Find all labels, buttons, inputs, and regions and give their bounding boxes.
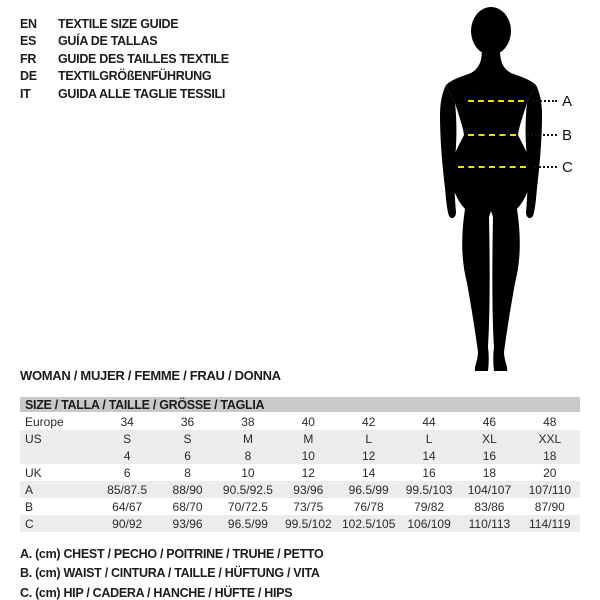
size-cell: 107/110 bbox=[520, 481, 580, 498]
size-cell: 64/67 bbox=[112, 499, 143, 514]
size-cell: 85/87.5 bbox=[97, 481, 157, 498]
language-list bbox=[20, 15, 229, 103]
size-cell: 40 bbox=[301, 414, 315, 429]
chest-leader-line bbox=[533, 100, 557, 102]
hip-measure-line bbox=[458, 166, 526, 168]
marker-label-c: C bbox=[562, 159, 573, 176]
language-code: ES bbox=[20, 34, 37, 49]
table-row-chest-a bbox=[20, 481, 580, 498]
hip-leader-line bbox=[534, 166, 557, 168]
language-row-es bbox=[20, 33, 229, 51]
size-cell: 83/86 bbox=[474, 499, 505, 514]
row-label: Europe bbox=[25, 414, 64, 429]
size-cell: 16 bbox=[459, 447, 519, 464]
size-cell: 90/92 bbox=[97, 515, 157, 532]
size-cell: 73/75 bbox=[293, 499, 324, 514]
size-cell: 14 bbox=[362, 465, 376, 480]
size-cell: 90.5/92.5 bbox=[218, 481, 278, 498]
language-code: DE bbox=[20, 69, 37, 84]
size-cell: S bbox=[97, 430, 157, 447]
language-label: GUÍA DE TALLAS bbox=[58, 34, 158, 49]
size-cell: 44 bbox=[422, 414, 436, 429]
table-row-us-numbers bbox=[20, 447, 580, 464]
table-row-uk bbox=[20, 464, 580, 481]
size-cell: 93/96 bbox=[278, 481, 338, 498]
table-row-waist-b bbox=[20, 498, 580, 515]
row-label: C bbox=[20, 515, 97, 532]
size-cell: 38 bbox=[241, 414, 255, 429]
size-cell: 87/90 bbox=[534, 499, 565, 514]
size-cell: 4 bbox=[97, 447, 157, 464]
language-label: TEXTILE SIZE GUIDE bbox=[58, 16, 179, 31]
language-row-de bbox=[20, 68, 229, 86]
size-cell: 18 bbox=[482, 465, 497, 480]
waist-leader-line bbox=[527, 134, 557, 136]
size-cell: 102.5/105 bbox=[339, 515, 399, 532]
size-cell: 8 bbox=[184, 465, 191, 480]
size-cell: 96.5/99 bbox=[218, 515, 278, 532]
row-label bbox=[20, 447, 97, 464]
legend-waist: B. (cm) WAIST / CINTURA / TAILLE / HÜFTUNG / VITA bbox=[20, 566, 320, 581]
size-cell: 34 bbox=[120, 414, 134, 429]
size-cell: 6 bbox=[123, 465, 131, 480]
size-cell: 76/78 bbox=[353, 499, 384, 514]
size-cell: M bbox=[278, 430, 338, 447]
size-cell: 42 bbox=[362, 414, 376, 429]
size-cell: 79/82 bbox=[414, 499, 445, 514]
size-cell: 46 bbox=[482, 414, 497, 429]
language-row-it bbox=[20, 85, 229, 103]
language-label: GUIDA ALLE TAGLIE TESSILI bbox=[58, 86, 226, 101]
size-cell: XL bbox=[459, 430, 519, 447]
chest-measure-line bbox=[468, 100, 524, 102]
size-cell: 36 bbox=[180, 414, 195, 429]
size-cell: L bbox=[339, 430, 399, 447]
table-row-europe bbox=[20, 413, 580, 431]
size-cell: 110/113 bbox=[459, 515, 519, 532]
table-row-hip-c bbox=[20, 515, 580, 532]
row-label: A bbox=[20, 481, 97, 498]
size-cell: 104/107 bbox=[459, 481, 519, 498]
size-cell: 6 bbox=[157, 447, 217, 464]
row-label: UK bbox=[25, 465, 42, 480]
size-cell: 10 bbox=[241, 465, 255, 480]
size-cell: S bbox=[157, 430, 217, 447]
size-cell: M bbox=[218, 430, 278, 447]
size-cell: 106/109 bbox=[399, 515, 459, 532]
language-code: IT bbox=[20, 86, 31, 101]
size-cell: 99.5/102 bbox=[278, 515, 338, 532]
size-cell: 18 bbox=[520, 447, 580, 464]
language-label: TEXTILGRÖßENFÜHRUNG bbox=[58, 69, 212, 84]
language-code: EN bbox=[20, 16, 37, 31]
section-title: WOMAN / MUJER / FEMME / FRAU / DONNA bbox=[20, 368, 281, 383]
size-cell: L bbox=[399, 430, 459, 447]
marker-label-b: B bbox=[562, 127, 573, 144]
size-cell: 114/119 bbox=[520, 515, 580, 532]
size-cell: 96.5/99 bbox=[339, 481, 399, 498]
waist-measure-line bbox=[468, 134, 516, 136]
language-row-en bbox=[20, 15, 229, 33]
size-cell: 68/70 bbox=[172, 499, 203, 514]
size-cell: 8 bbox=[218, 447, 278, 464]
woman-silhouette-icon bbox=[415, 5, 585, 373]
language-row-fr bbox=[20, 50, 229, 68]
legend-chest: A. (cm) CHEST / PECHO / POITRINE / TRUHE / PETTO bbox=[20, 546, 324, 561]
legend-hip: C. (cm) HIP / CADERA / HANCHE / HÜFTE / HIPS bbox=[20, 585, 293, 600]
row-label: US bbox=[20, 430, 97, 447]
marker-label-a: A bbox=[562, 93, 573, 110]
size-cell: 48 bbox=[543, 414, 557, 429]
size-table-header-row bbox=[20, 397, 580, 413]
size-table bbox=[20, 397, 580, 532]
measurement-legend bbox=[20, 544, 323, 600]
row-label: B bbox=[25, 499, 34, 514]
size-cell: 70/72.5 bbox=[227, 499, 268, 514]
size-cell: 14 bbox=[399, 447, 459, 464]
size-cell: 20 bbox=[543, 465, 557, 480]
size-cell: 12 bbox=[339, 447, 399, 464]
size-table-header: SIZE / TALLA / TAILLE / GRÖSSE / TAGLIA bbox=[20, 397, 580, 413]
size-cell: 16 bbox=[422, 465, 436, 480]
size-cell: 99.5/103 bbox=[399, 481, 459, 498]
size-cell: 10 bbox=[278, 447, 338, 464]
table-row-us-letters bbox=[20, 430, 580, 447]
language-code: FR bbox=[20, 51, 37, 66]
language-label: GUIDE DES TAILLES TEXTILE bbox=[58, 51, 229, 66]
size-cell: XXL bbox=[520, 430, 580, 447]
size-cell: 12 bbox=[301, 465, 315, 480]
size-cell: 93/96 bbox=[157, 515, 217, 532]
size-cell: 88/90 bbox=[157, 481, 217, 498]
